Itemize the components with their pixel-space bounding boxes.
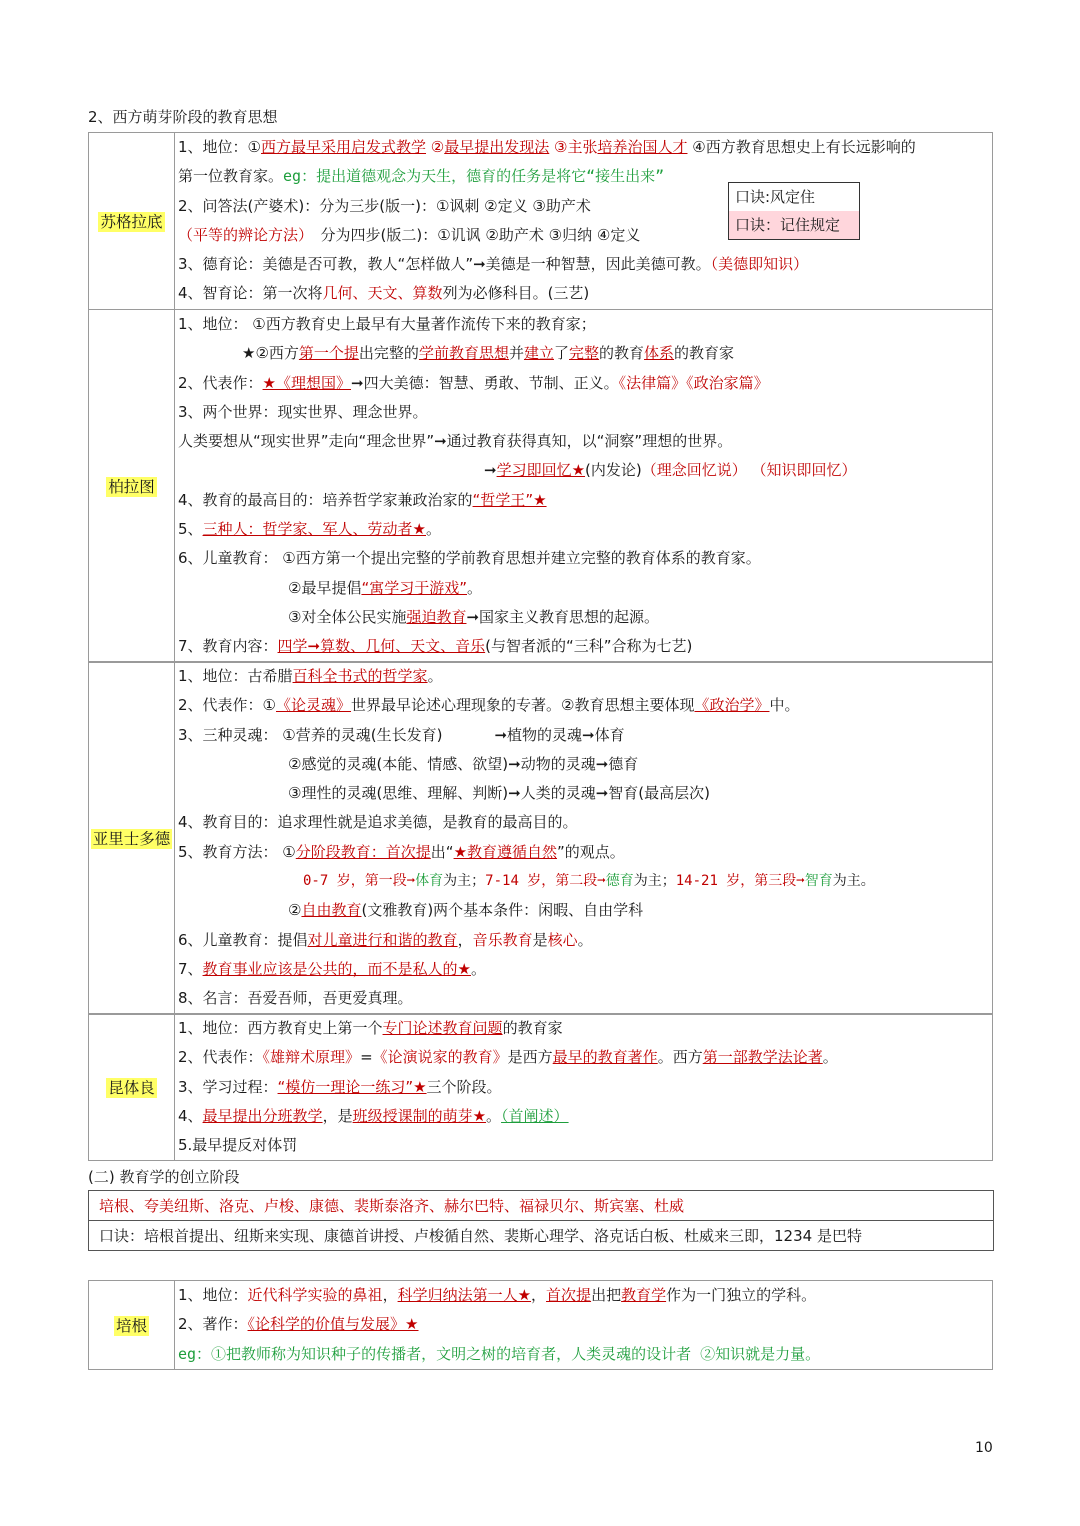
plato-name-cell [89,310,175,663]
section-heading: 2、西方萌芽阶段的教育思想 [88,108,278,126]
quintilian-line-1: 1、地位：西方教育史上第一个专门论述教育问题的教育家 [178,1019,563,1037]
quintilian-name: 昆体良 [108,1079,155,1098]
socrates-name-cell [89,133,175,310]
aristotle-table [88,661,993,1015]
aristotle-name: 亚里士多德 [92,829,171,848]
aristotle-line-8: 0-7 岁，第一段➞体育为主；7-14 岁，第二段➞德育为主；14-21 岁，第三段➞智育为主。 [303,873,875,890]
socrates-line-6: 4、智育论：第一次将几何、天文、算数列为必修科目。(三艺) [178,284,590,303]
quintilian-line-2: 2、代表作：《雄辩术原理》=《论演说家的教育》是西方最早的教育著作。西方第一部教学法论著。 [178,1048,838,1067]
aristotle-line-6: 4、教育目的：追求理性就是追求美德，是教育的最高目的。 [178,813,578,832]
socrates-content [175,133,993,310]
quintilian-content [175,1014,993,1161]
plato-line-6: ➞学习即回忆★(内发论)（理念回忆说） （知识即回忆） [484,461,857,480]
bacon-name: 培根 [115,1316,147,1335]
plato-line-5: 人类要想从“现实世界”走向“理念世界”➞通过教育获得真知，以“洞察”理想的世界。 [178,432,733,451]
bacon-table [88,1280,993,1370]
stage2-names-row: 培根、夸美纽斯、洛克、卢梭、康德、裴斯泰洛齐、赫尔巴特、福禄贝尔、斯宾塞、杜威 [89,1191,994,1221]
plato-line-7: 4、教育的最高目的：培养哲学家兼政治家的“哲学王”★ [178,490,547,509]
socrates-line-4: （平等的辨论方法） 分为四步(版二)：①讥讽 ②助产术 ③归纳 ④定义 [178,225,641,244]
aristotle-line-9: ②自由教育(文雅教育)两个基本条件：闲暇、自由学科 [288,901,644,920]
socrates-line-1: 1、地位：①西方最早采用启发式教学 ②最早提出发现法 ③主张培养治国人才 ④西方教育思想史上有长远影响的 [178,138,916,156]
quintilian-line-4: 4、最早提出分班教学，是班级授课制的萌芽★。（首阐述） [178,1106,569,1125]
bacon-content [175,1281,993,1370]
stage2-heading: (二) 教育学的创立阶段 [88,1168,240,1186]
plato-line-10: ②最早提倡“寓学习于游戏”。 [288,578,483,597]
stage2-table [88,1190,994,1251]
aristotle-line-3: 3、三种灵魂： ①营养的灵魂(生长发育) ➞植物的灵魂➞体育 [178,725,625,744]
aristotle-line-1: 1、地位：古希腊百科全书式的哲学家。 [178,667,443,685]
quintilian-line-3: 3、学习过程：“模仿一理论一练习”★三个阶段。 [178,1077,502,1096]
aristotle-line-12: 8、名言：吾爱吾师，吾更爱真理。 [178,989,413,1008]
socrates-name: 苏格拉底 [100,213,163,231]
plato-line-2: ★②西方第一个提出完整的学前教育思想并建立了完整的教育体系的教育家 [242,344,735,363]
bacon-line-3: eg：①把教师称为知识种子的传播者，文明之树的培育者，人类灵魂的设计者 ②知识就是力量。 [178,1344,821,1363]
plato-line-9: 6、儿童教育： ①西方第一个提出完整的学前教育思想并建立完整的教育体系的教育家。 [178,549,761,568]
plato-line-8: 5、三种人：哲学家、军人、劳动者★。 [178,520,442,539]
bacon-name-cell [89,1281,175,1370]
bacon-line-1: 1、地位：近代科学实验的鼻祖，科学归纳法第一人★，首次提出把教育学作为一门独立的学科。 [178,1286,817,1304]
aristotle-name-cell [89,662,175,1015]
mnemonic-2: 口诀：记住规定 [729,211,859,239]
quintilian-line-5: 5.最早提反对体罚 [178,1136,298,1155]
stage2-mnemonic-row: 口诀：培根首提出、纽斯来实现、康德首讲授、卢梭循自然、裴斯心理学、洛克话白板、杜威来三即，1234 是巴特 [89,1221,994,1251]
quintilian-name-cell [89,1014,175,1161]
plato-line-4: 3、两个世界：现实世界、理念世界。 [178,402,428,421]
aristotle-line-4: ②感觉的灵魂(本能、情感、欲望)➞动物的灵魂➞德育 [288,754,639,773]
aristotle-line-10: 6、儿童教育：提倡对儿童进行和谐的教育，音乐教育是核心。 [178,930,593,949]
page-number: 10 [975,1440,993,1456]
socrates-line-3: 2、问答法(产婆术)：分为三步(版一)：①讽刺 ②定义 ③助产术 [178,196,591,215]
plato-line-1: 1、地位： ①西方教育史上最早有大量著作流传下来的教育家； [178,315,596,333]
mnemonic-1: 口诀:风定住 [735,188,816,206]
plato-name: 柏拉图 [108,477,155,496]
plato-line-3: 2、代表作：★《理想国》➞四大美德：智慧、勇敢、节制、正义。《法律篇》《政治家篇》 [178,373,769,392]
quintilian-table [88,1013,993,1161]
plato-table [88,309,993,663]
aristotle-line-2: 2、代表作：①《论灵魂》世界最早论述心理现象的专著。②教育思想主要体现《政治学》中。 [178,696,800,715]
aristotle-line-5: ③理性的灵魂(思维、理解、判断)➞人类的灵魂➞智育(最高层次) [288,784,710,803]
aristotle-line-11: 7、教育事业应该是公共的，而不是私人的★。 [178,959,487,978]
socrates-line-5: 3、德育论：美德是否可教，教人“怎样做人”➞美德是一种智慧，因此美德可教。（美德即知识） [178,255,809,274]
mnemonic-box [728,182,860,240]
plato-line-11: ③对全体公民实施强迫教育➞国家主义教育思想的起源。 [288,607,660,626]
socrates-line-2: 第一位教育家。eg：提出道德观念为天生，德育的任务是将它“接生出来” [178,167,665,186]
bacon-line-2: 2、著作：《论科学的价值与发展》★ [178,1315,419,1334]
plato-content [175,310,993,663]
aristotle-line-7: 5、教育方法： ①分阶段教育：首次提出“★教育遵循自然”的观点。 [178,842,625,861]
plato-line-12: 7、教育内容：四学➞算数、几何、天文、音乐(与智者派的“三科”合称为七艺) [178,637,693,656]
aristotle-content [175,662,993,1015]
